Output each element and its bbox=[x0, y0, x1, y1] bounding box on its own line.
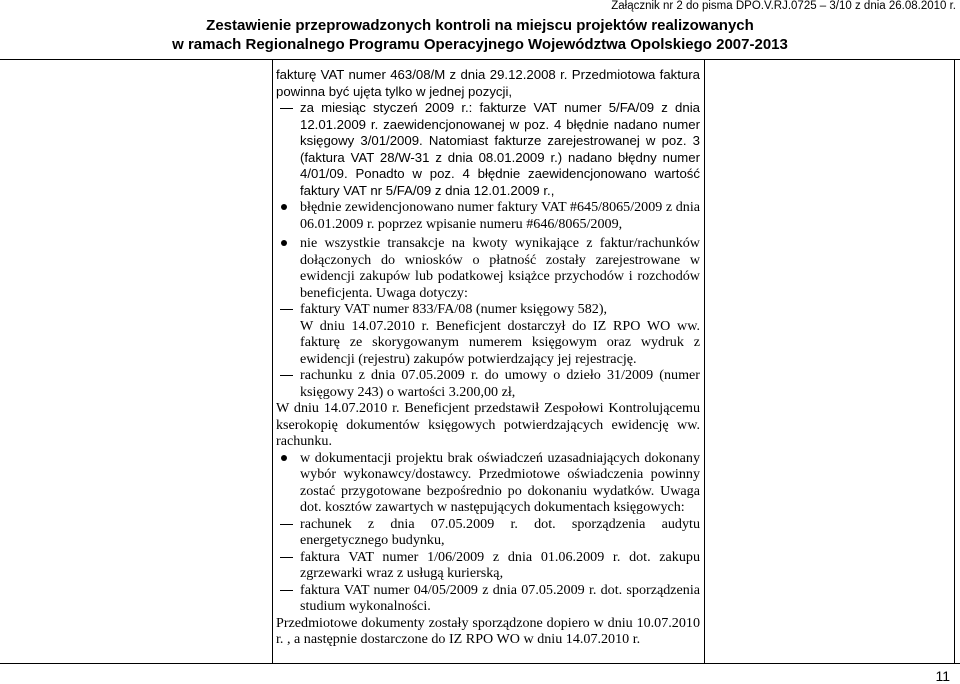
column-divider bbox=[954, 60, 955, 663]
dash-list-item: faktura VAT numer 1/06/2009 z dnia 01.06.2009 r. dot. zakupu zgrzewarki wraz z usługą kurierską, bbox=[300, 548, 700, 581]
document-title-line-2: w ramach Regionalnego Programu Operacyjnego Województwa Opolskiego 2007-2013 bbox=[172, 36, 788, 53]
page-number: 11 bbox=[935, 668, 950, 684]
document-title-line-1: Zestawienie przeprowadzonych kontroli na miejscu projektów realizowanych bbox=[206, 17, 754, 34]
dash-list-item: faktury VAT numer 833/FA/08 (numer księgowy 582), bbox=[300, 301, 608, 317]
paragraph: Przedmiotowe dokumenty zostały sporządzone dopiero w dniu 10.07.2010 r. , a następnie dostarczone do IZ RPO WO w dniu 14.07.2010 r. bbox=[276, 614, 700, 647]
bullet-list-item: błędnie zewidencjonowano numer faktury VAT #645/8065/2009 z dnia 06.01.2009 r. poprzez wpisanie numeru #646/8065/2009, bbox=[300, 199, 700, 232]
paragraph: W dniu 14.07.2010 r. Beneficjent przedstawił Zespołowi Kontrolującemu kserokopię dokumentów księgowych potwierdzających ewidencję ww. rachunku. bbox=[276, 400, 700, 449]
bullet-list-item: nie wszystkie transakcje na kwoty wynikające z faktur/rachunków dołączonych do wniosków o płatność zostały zarejestrowane w ewidencji zakupów lub podatkowej książce przychodów i rozchodów beneficjenta. Uwaga dotyczy: bbox=[300, 235, 700, 301]
paragraph: W dniu 14.07.2010 r. Beneficjent dostarczył do IZ RPO WO ww. fakturę ze skorygowanym numerem księgowym oraz wydruk z ewidencji (rejestru) zakupów potwierdzający jej rejestrację. bbox=[300, 317, 700, 367]
dash-list-item: rachunku z dnia 07.05.2009 r. do umowy o dzieło 31/2009 (numer księgowy 243) o wartości 3.200,00 zł, bbox=[300, 367, 700, 400]
column-divider bbox=[272, 60, 273, 663]
dash-list-item: rachunek z dnia 07.05.2009 r. dot. sporządzenia audytu energetycznego budynku, bbox=[300, 515, 700, 548]
bullet-list-item: w dokumentacji projektu brak oświadczeń uzasadniających dokonany wybór wykonawcy/dostawcy. Przedmiotowe oświadczenia powinny zostać przygotowane bezpośrednio po dokonaniu wydatków. Uwaga dot. kosztów zawartych w następujących dokumentach księgowych: bbox=[300, 449, 700, 515]
column-divider bbox=[704, 60, 705, 663]
dash-list-item: za miesiąc styczeń 2009 r.: fakturze VAT numer 5/FA/09 z dnia 12.01.2009 r. zaewidencjonowanej w poz. 4 błędnie nadano numer księgowy 3/01/2009. Natomiast fakturze zarejestrowanej w poz. 3 (faktura VAT 28/W-31 z dnia 08.01.2009 r.) nadano błędny numer 4/01/09. Ponadto w poz. 4 błędnie zaewidencjonowano wartość faktury VAT nr 5/FA/09 z dnia 12.01.2009 r., bbox=[300, 100, 700, 198]
attachment-note: Załącznik nr 2 do pisma DPO.V.RJ.0725 – 3/10 z dnia 26.08.2010 r. bbox=[611, 0, 956, 12]
findings-column bbox=[276, 67, 700, 648]
paragraph: fakturę VAT numer 463/08/M z dnia 29.12.2008 r. Przedmiotowa faktura powinna być ujęta tylko w jednej pozycji, bbox=[276, 67, 700, 99]
dash-list-item: faktura VAT numer 04/05/2009 z dnia 07.05.2009 r. dot. sporządzenia studium wykonalności. bbox=[300, 581, 700, 614]
